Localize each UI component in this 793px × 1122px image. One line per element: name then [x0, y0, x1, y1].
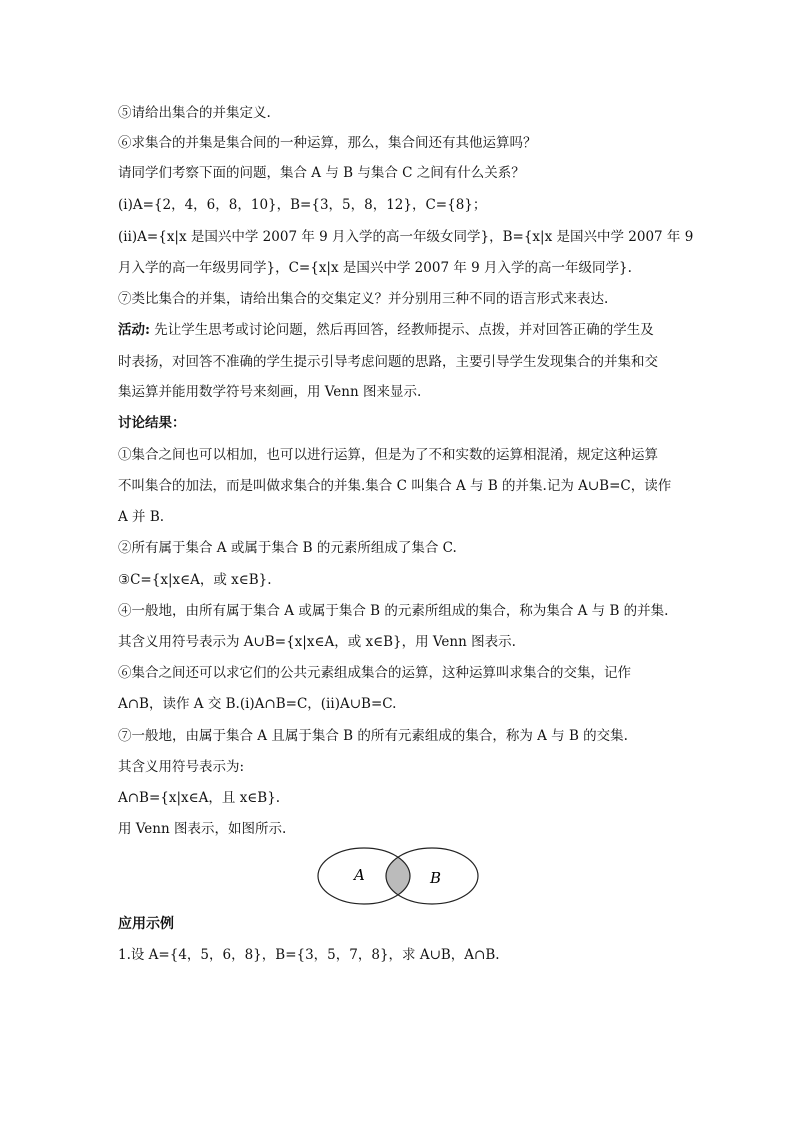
text-line-10: 集运算并能用数学符号来刻画，用 Venn 图来显示. [118, 384, 422, 400]
text-line-16: ③C={x|x∈A，或 x∈B}. [118, 572, 272, 588]
text-line-1: ⑤请给出集合的并集定义. [118, 105, 271, 121]
activity-text: 先让学生思考或讨论问题，然后再回答，经教师提示、点拨，并对回答正确的学生及 [149, 322, 654, 338]
text-line-6: 月入学的高一年级男同学}，C={x|x 是国兴中学 2007 年 9 月入学的高一年级同学}. [118, 260, 632, 276]
text-line-22: 其含义用符号表示为: [118, 759, 245, 775]
activity-paragraph-start [118, 320, 718, 340]
discussion-heading: 讨论结果： [118, 415, 186, 431]
text-line-12: ①集合之间也可以相加，也可以进行运算，但是为了不和实数的运算相混淆，规定这种运算 [118, 447, 658, 463]
text-line-17: ④一般地，由所有属于集合 A 或属于集合 B 的元素所组成的集合，称为集合 A 与 B 的并集. [118, 603, 669, 619]
text-line-26: 1.设 A={4，5，6，8}，B={3，5，7，8}，求 A∪B，A∩B. [118, 947, 500, 963]
text-line-21: ⑦一般地，由属于集合 A 且属于集合 B 的所有元素组成的集合，称为 A 与 B 的交集. [118, 728, 628, 744]
text-line-15: ②所有属于集合 A 或属于集合 B 的元素所组成了集合 C. [118, 540, 457, 556]
text-line-7: ⑦类比集合的并集，请给出集合的交集定义？并分别用三种不同的语言形式来表达. [118, 291, 609, 307]
text-line-23: A∩B={x|x∈A，且 x∈B}. [118, 790, 281, 806]
text-line-13: 不叫集合的加法，而是叫做求集合的并集.集合 C 叫集合 A 与 B 的并集.记为 A∪B=C，读作 [118, 478, 672, 494]
examples-heading: 应用示例 [118, 916, 174, 932]
venn-svg [316, 846, 480, 906]
activity-label: 活动: [118, 322, 150, 338]
text-line-2: ⑥求集合的并集是集合间的一种运算，那么，集合间还有其他运算吗？ [118, 135, 537, 151]
text-line-3: 请同学们考察下面的问题，集合 A 与 B 与集合 C 之间有什么关系？ [118, 165, 525, 181]
text-line-14: A 并 B. [118, 509, 165, 525]
text-line-4: (ⅰ)A={2，4，6，8，10}，B={3，5，8，12}，C={8}； [118, 197, 487, 213]
text-line-9: 时表扬，对回答不准确的学生提示引导考虑问题的思路，主要引导学生发现集合的并集和交 [118, 354, 658, 370]
text-line-19: ⑥集合之间还可以求它们的公共元素组成集合的运算，这种运算叫求集合的交集，记作 [118, 665, 631, 681]
text-line-24: 用 Venn 图表示，如图所示. [118, 821, 287, 837]
venn-diagram [316, 846, 480, 906]
text-line-20: A∩B，读作 A 交 B.(ⅰ)A∩B=C，(ⅱ)A∪B=C. [118, 696, 397, 712]
text-line-5: (ⅱ)A={x|x 是国兴中学 2007 年 9 月入学的高一年级女同学}，B={x|x 是国兴中学 2007 年 9 [118, 229, 694, 245]
venn-label-b: B [430, 869, 442, 887]
venn-label-a: A [354, 866, 365, 884]
text-line-18: 其含义用符号表示为 A∪B={x|x∈A，或 x∈B}，用 Venn 图表示. [118, 634, 516, 650]
